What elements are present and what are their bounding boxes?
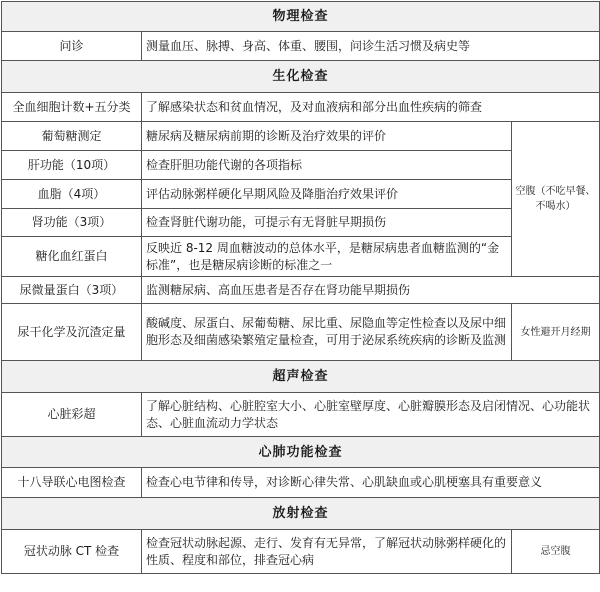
female-note: 女性避开月经期 (512, 304, 600, 361)
item-name: 肝功能（10项） (2, 151, 142, 180)
item-description: 检查肝胆功能代谢的各项指标 (142, 151, 512, 180)
table-row (2, 304, 600, 361)
section-title: 放射检查 (2, 498, 600, 530)
table-row (2, 209, 600, 237)
section-title: 生化检查 (2, 61, 600, 93)
table-row (2, 468, 600, 498)
item-name: 十八导联心电图检查 (2, 468, 142, 498)
table-row (2, 93, 600, 122)
item-name: 心脏彩超 (2, 393, 142, 437)
table-row (2, 237, 600, 277)
section-title: 超声检查 (2, 361, 600, 393)
table-row (2, 277, 600, 304)
item-description: 糖尿病及糖尿病前期的诊断及治疗效果的评价 (142, 122, 512, 151)
item-description: 评估动脉粥样硬化早期风险及降脂治疗效果评价 (142, 180, 512, 209)
section-biochem (2, 61, 600, 93)
item-name: 葡萄糖测定 (2, 122, 142, 151)
item-description: 酸碱度、尿蛋白、尿葡萄糖、尿比重、尿隐血等定性检查以及尿中细胞形态及细菌感染繁殖定量检查，可用于泌尿系统疾病的诊断及监测 (142, 304, 512, 361)
item-description: 检查心电节律和传导，对诊断心律失常、心肌缺血或心肌梗塞具有重要意义 (142, 468, 600, 498)
section-title: 物理检查 (2, 2, 600, 32)
item-name: 问诊 (2, 32, 142, 61)
item-description: 检查冠状动脉起源、走行、发育有无异常，了解冠状动脉粥样硬化的性质、程度和部位，排查冠心病 (142, 530, 512, 574)
table-row (2, 151, 600, 180)
checkup-items-table (1, 1, 599, 590)
item-description: 测量血压、脉搏、身高、体重、腰围，问诊生活习惯及病史等 (142, 32, 600, 61)
section-radiology (2, 498, 600, 530)
item-description: 检查肾脏代谢功能，可提示有无肾脏早期损伤 (142, 209, 512, 237)
section-title: 心肺功能检查 (2, 437, 600, 468)
table-row (2, 393, 600, 437)
item-name: 全血细胞计数+五分类 (2, 93, 142, 122)
item-name: 尿干化学及沉渣定量 (2, 304, 142, 361)
item-name: 血脂（4项） (2, 180, 142, 209)
item-name: 肾功能（3项） (2, 209, 142, 237)
item-description: 了解感染状态和贫血情况，及对血液病和部分出血性疾病的筛查 (142, 93, 600, 122)
exam-table (1, 1, 600, 574)
table-row (2, 122, 600, 151)
item-description: 反映近 8-12 周血糖波动的总体水平，是糖尿病患者血糖监测的“金标准”，也是糖尿病诊断的标准之一 (142, 237, 512, 277)
ct-fasting-note: 忌空腹 (512, 530, 600, 574)
section-physical (2, 2, 600, 32)
item-description: 了解心脏结构、心脏腔室大小、心脏室壁厚度、心脏瓣膜形态及启闭情况、心功能状态、心脏血流动力学状态 (142, 393, 600, 437)
item-name: 尿微量蛋白（3项） (2, 277, 142, 304)
item-description: 监测糖尿病、高血压患者是否存在肾功能早期损伤 (142, 277, 600, 304)
table-row (2, 32, 600, 61)
section-ultrasound (2, 361, 600, 393)
item-name: 冠状动脉 CT 检查 (2, 530, 142, 574)
table-row (2, 180, 600, 209)
section-cardiopulmonary (2, 437, 600, 468)
item-name: 糖化血红蛋白 (2, 237, 142, 277)
fasting-note: 空腹（不吃早餐、不喝水） (512, 122, 600, 277)
table-row (2, 530, 600, 574)
